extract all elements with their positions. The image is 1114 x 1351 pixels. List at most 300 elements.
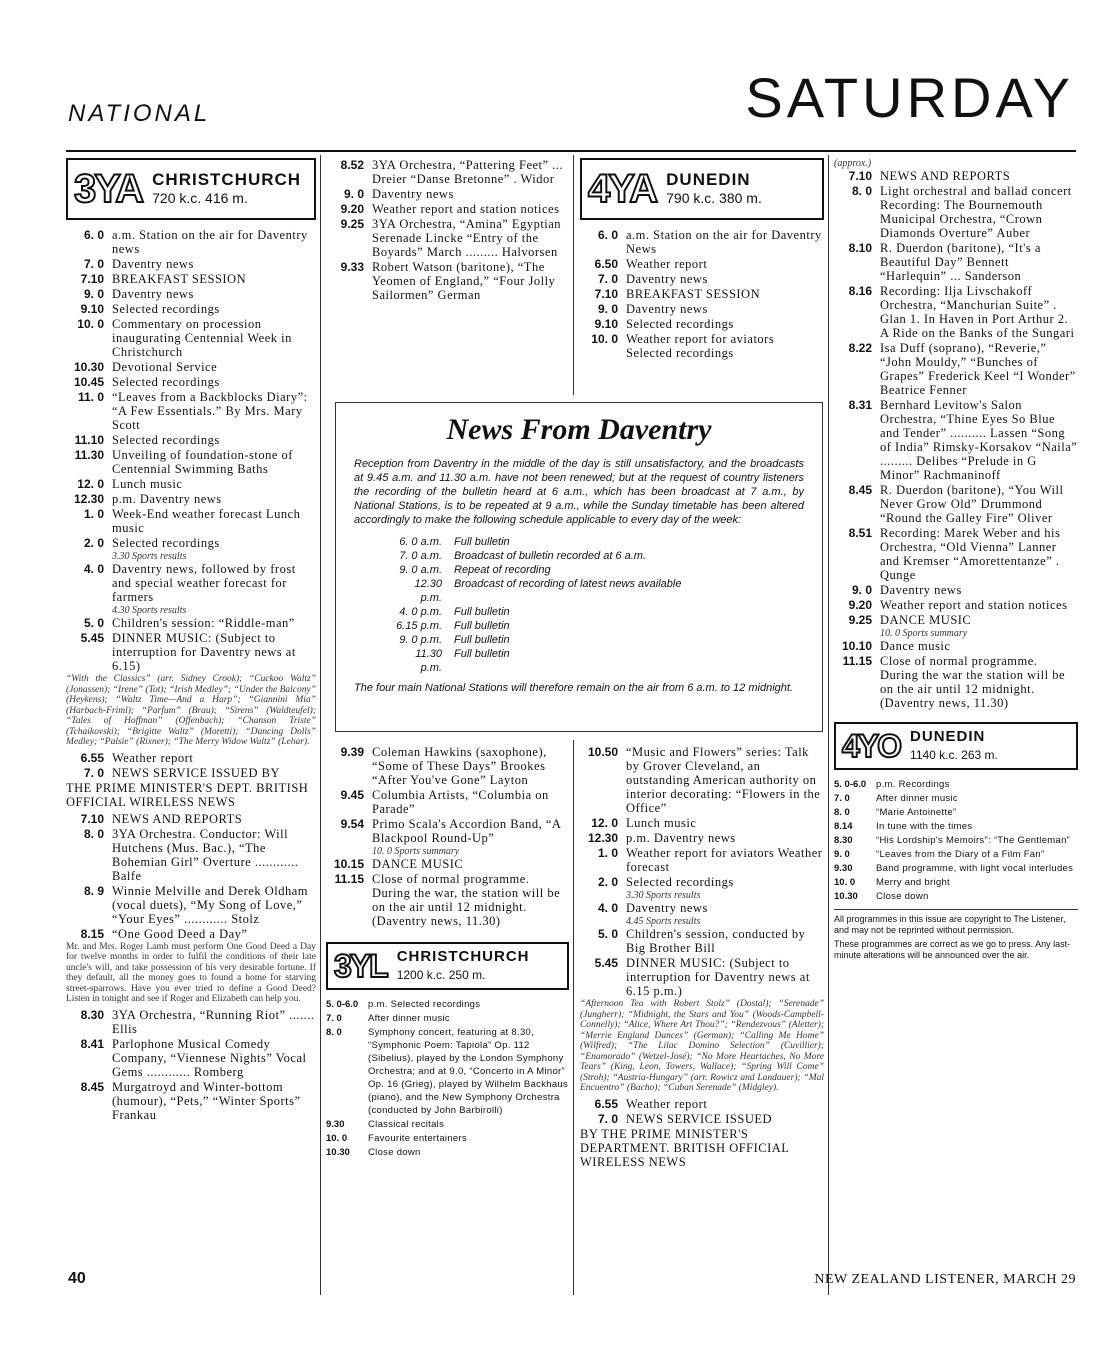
programme-entry — [580, 228, 824, 256]
schedule-time: 4. 0 p.m. — [399, 606, 442, 618]
schedule-row — [394, 619, 804, 633]
entry-time: 9.20 — [848, 598, 872, 612]
entry-time: 8. 0 — [326, 1027, 342, 1038]
station-city: CHRISTCHURCH — [396, 948, 530, 965]
entry-time: 12. 0 — [591, 816, 618, 830]
programme-entry — [326, 187, 569, 201]
schedule-row — [394, 577, 804, 605]
entry-description: Weather report for aviators Selected recordings — [626, 332, 775, 360]
programme-entry — [834, 526, 1078, 582]
entry-description: DINNER MUSIC: (Subject to interruption for Daventry news at 6.15) — [112, 631, 296, 673]
entry-description: NEWS SERVICE ISSUED — [626, 1111, 773, 1126]
programme-entry — [326, 998, 569, 1011]
entry-time: 8.10 — [848, 241, 872, 255]
programme-entry — [580, 317, 824, 331]
entry-time: 4. 0 — [83, 562, 104, 576]
entry-time: 8. 0 — [834, 807, 850, 818]
entry-time: 8.15 — [80, 926, 104, 941]
programme-entry — [66, 448, 316, 476]
programme-entry — [66, 631, 316, 673]
programme-entry — [580, 816, 824, 830]
programme-entry — [834, 184, 1078, 240]
entry-note: 10. 0 Sports summary — [372, 846, 460, 857]
station-city: DUNEDIN — [910, 728, 986, 745]
entry-description: Weather report and station notices — [372, 202, 560, 216]
entry-time: 7. 0 — [326, 1013, 342, 1024]
top-rule — [66, 150, 1076, 152]
station-logo: 4YO — [842, 728, 901, 764]
station-logo: 3YL — [334, 948, 387, 984]
entry-time: 5. 0 — [83, 616, 104, 630]
news-outro: The four main National Stations will therefore remain on the air from 6 a.m. to 12 midnight. — [354, 682, 793, 694]
entry-time: 1. 0 — [83, 507, 104, 521]
entry-description: Selected recordings — [112, 536, 220, 550]
entry-description: Selected recordings — [112, 302, 220, 316]
entry-description: p.m. Recordings — [876, 779, 950, 790]
programme-entry — [834, 654, 1078, 710]
programme-entry — [834, 806, 1078, 819]
programme-entry — [834, 598, 1078, 612]
entry-description: Parlophone Musical Comedy Company, “Viennese Nights” Vocal Gems ............ Romberg — [112, 1036, 307, 1079]
programme-entry — [580, 332, 824, 360]
programme-entry — [326, 260, 569, 302]
schedule-description: Full bulletin — [454, 536, 510, 548]
entry-description: Favourite entertainers — [368, 1133, 468, 1144]
entry-note: 4.30 Sports results — [112, 605, 187, 616]
entry-description: Selected recordings — [626, 875, 734, 889]
programme-entry — [326, 817, 569, 845]
programme-entry — [66, 477, 316, 491]
entry-description: Dance music — [880, 639, 951, 653]
schedule-description: Broadcast of bulletin recorded at 6 a.m. — [454, 550, 646, 562]
entry-description: Light orchestral and ballad concert Recording: The Bournemouth Municipal Orchestra, “Crown Diamonds Overture” Auber — [880, 184, 1072, 240]
schedule-time: 7. 0 a.m. — [399, 550, 442, 562]
programme-entry — [66, 1008, 316, 1036]
schedule-time: 6. 0 a.m. — [399, 536, 442, 548]
entry-description: Recording: Marek Weber and his Orchestra, “Old Vienna” Lanner and Kremser “Amorettentanze” . Qunge — [880, 526, 1061, 582]
news-service-text: THE PRIME MINISTER'S DEPT. BRITISH OFFICIAL WIRELESS NEWS — [66, 780, 309, 809]
entry-time: 6.55 — [80, 750, 104, 765]
programme-entry — [580, 272, 824, 286]
entry-description: p.m. Selected recordings — [368, 999, 481, 1010]
entry-note: 3.30 Sports results — [626, 890, 701, 901]
entry-time: 9. 0 — [83, 287, 104, 301]
programme-entry — [66, 287, 316, 301]
schedule-time: 9. 0 p.m. — [399, 634, 442, 646]
entry-time: 4. 0 — [597, 901, 618, 915]
entry-time: 7. 0 — [83, 257, 104, 271]
programme-entry — [66, 302, 316, 316]
entry-description: Children's session: “Riddle-man” — [112, 616, 295, 630]
programme-entry — [66, 562, 316, 604]
programme-entry — [326, 1118, 569, 1131]
programme-entry — [834, 398, 1078, 482]
entry-time: 5. 0-6.0 — [834, 779, 867, 790]
programme-entry — [834, 483, 1078, 525]
entry-time: 6. 0 — [597, 228, 618, 242]
programme-entry — [580, 302, 824, 316]
column-divider — [573, 740, 574, 1295]
entry-time: 8.22 — [848, 341, 872, 355]
programme-entry — [326, 872, 569, 928]
entry-description: Close of normal programme. During the war the station will be on the air until 12 midnight. (Daventry news, 11.30) — [880, 654, 1066, 710]
entry-description: After dinner music — [876, 793, 958, 804]
programme-entry — [834, 778, 1078, 791]
entry-time: 7.10 — [848, 169, 872, 183]
entry-time: 8.30 — [80, 1007, 104, 1022]
programme-entry — [834, 876, 1078, 889]
entry-time: 8.52 — [340, 158, 364, 172]
column-4ya — [580, 158, 824, 361]
entry-time: 8.14 — [834, 821, 853, 832]
dinner-music-list: “Afternoon Tea with Robert Stolz” (Dostal); “Serenade” (Jungherr); “Midnight, the Stars and You” (Woods-Campbell-Connelly); “Alice, Where Art Thou?”; “Rendezvous” (Aletter); “Merrie England Dances” (German); “Calling Me Home” (Wilfred); “The Lilac Domino Selection” (Cuvillier); “Enamorado” (Wetzel-José); “No More Heartaches, No More Tears” (King, Leon, Towers, Wallace); “Spring Will Come” (Stroh); “Austria-Hungary” (arr. Rowicz and Landauer); “Mal Encuentro” (Bacho); “Cuban Serenade” (Midgley). — [580, 999, 824, 1093]
entry-time: 11.30 — [74, 448, 104, 462]
entry-description: Daventry news — [112, 287, 194, 301]
station-city: DUNEDIN — [666, 170, 751, 189]
entry-time: 5.45 — [80, 631, 104, 645]
schedule-row — [394, 633, 804, 647]
entry-description: Selected recordings — [112, 375, 220, 389]
programme-entry — [580, 745, 824, 815]
entry-time: 2. 0 — [597, 875, 618, 889]
entry-description: BREAKFAST SESSION — [112, 272, 247, 286]
entry-time: 9.45 — [340, 788, 364, 802]
entry-time: 12. 0 — [77, 477, 104, 491]
schedule-time: 6.15 p.m. — [396, 620, 442, 632]
programme-entry — [326, 158, 569, 186]
programme-entry — [66, 433, 316, 447]
column-3ya — [66, 158, 316, 1123]
schedule-description: Repeat of recording — [454, 564, 551, 576]
page-header-national: NATIONAL — [68, 100, 211, 127]
programme-entry — [66, 228, 316, 256]
programme-entry — [580, 831, 824, 845]
programme-entry — [66, 812, 316, 826]
entry-time: 8. 0 — [851, 184, 872, 198]
programme-entry — [834, 820, 1078, 833]
programme-entry — [580, 257, 824, 271]
entry-description: “Music and Flowers” series: Talk by Grover Cleveland, an outstanding American authority on interior decorating: “Flowers in the Office” — [626, 745, 821, 815]
entry-time: 6.50 — [594, 257, 618, 271]
entry-description: Daventry news — [372, 187, 454, 201]
programme-entry — [834, 639, 1078, 653]
entry-description: Symphony concert, featuring at 8.30, “Symphonic Poem: Tapiola” Op. 112 (Sibelius), played by the London Symphony Orchestra; and at 9.0, “Concerto in A Minor” Op. 16 (Grieg), played by Wilhelm Backhaus (piano), and the New Symphony Orchestra (conducted by John Barbirolli) — [368, 1027, 569, 1116]
programme-entry — [66, 257, 316, 271]
entry-time: 8.31 — [848, 398, 872, 412]
page-header-day: SATURDAY — [745, 66, 1074, 129]
entry-time: 5.45 — [594, 956, 618, 970]
entry-description: a.m. Station on the air for Daventry News — [626, 228, 822, 256]
entry-description: Close down — [368, 1147, 421, 1158]
entry-description: “Marie Antoinette” — [876, 807, 957, 818]
entry-description: Unveiling of foundation-stone of Centennial Swimming Baths — [112, 448, 293, 476]
schedule-description: Full bulletin — [454, 620, 510, 632]
entry-description: Children's session, conducted by Big Brother Bill — [626, 927, 806, 955]
column-4ya-continued — [580, 745, 824, 1169]
entry-time: 10. 0 — [834, 877, 856, 888]
programme-entry — [580, 1097, 824, 1111]
entry-description: 3YA Orchestra, “Amina” Egyptian Serenade Lincke “Entry of the Boyards” March ......... Halvorsen — [372, 217, 562, 259]
station-frequency: 1200 k.c. 250 m. — [396, 968, 486, 982]
entry-time: 8.51 — [848, 526, 872, 540]
programme-entry — [66, 360, 316, 374]
entry-time: 8.45 — [848, 483, 872, 497]
entry-description: Murgatroyd and Winter-bottom (humour), “Pets,” “Winter Sports” Frankau — [112, 1079, 301, 1122]
dinner-music-list: “With the Classics” (arr. Sidney Crook); “Cuckoo Waltz” (Jonassen); “Irene” (Tot); “Irish Medley”; “Under the Balcony” (Heykens); “Waltz Time—And a Harp”; “Giannini Mia” (Harbach-Friml); “Parfum” (Brau); “Sirens” (Waldteufel); “Tales of Hoffman” (Offenbach); “Chanson Triste” (Tchaikovski); “Brigitte Waltz” (Moretti); “Dancing Dolls” Medley; “Palsie” (Rixner); “The Merry Widow Waltz” (Lehar). — [66, 674, 316, 747]
entry-description: “One Good Deed a Day” — [112, 926, 248, 941]
entry-description: Weather report — [626, 257, 708, 271]
entry-time: 9.20 — [340, 202, 364, 216]
programme-entry — [580, 287, 824, 301]
entry-note: 10. 0 Sports summary — [880, 628, 968, 639]
entry-description: Bernhard Levitow's Salon Orchestra, “Thine Eyes So Blue and Tender” .......... Lassen “Song of India” Rimsky-Korsakov “Naila” ......... Delibes “Prelude in G Minor” Rachmaninoff — [880, 398, 1078, 482]
entry-time: 9.39 — [340, 745, 364, 759]
entry-time: 8.30 — [834, 835, 853, 846]
deed-description: Mr. and Mrs. Roger Lamb must perform One Good Deed a Day for twelve months in order to fulfil the conditions of their late uncle's will, and take possession of his very desirable fortune. If they default, all the money goes to found a home for starving street-sparrows. Have you ever tried to define a Good Deed? Listen in tonight and see if Roger and Elizabeth can help you. — [66, 941, 316, 1004]
programme-entry — [834, 848, 1078, 861]
entry-time: 7.10 — [80, 272, 104, 286]
entry-description: “His Lordship's Memoirs”: “The Gentleman” — [876, 835, 1071, 846]
column-divider — [573, 155, 574, 395]
entry-time: 10. 0 — [591, 332, 618, 346]
station-4yo-box — [834, 722, 1078, 770]
entry-description: Isa Duff (soprano), “Reverie,” “John Mouldy,” “Bunches of Grapes” Frederick Keel “I Wonder” Beatrice Fenner — [880, 341, 1076, 397]
entry-time: 10.30 — [73, 360, 104, 374]
entry-qualifier: (approx.) — [834, 158, 872, 169]
station-3yl-box — [326, 942, 569, 990]
entry-description: Winnie Melville and Derek Oldham (vocal duets), “My Song of Love,” “Your Eyes” ............ Stolz — [112, 883, 308, 926]
entry-time: 10. 0 — [326, 1133, 348, 1144]
news-intro: Reception from Daventry in the middle of the day is still unsatisfactory, and the broadcasts at 9.45 a.m. and 11.30 a.m. have not been renewed; but at the request of country listeners the recording of the bulletin heard at 6 a.m., which has been broadcast at 7 a.m., by National Stations, is to be repeated at 9 a.m., while the Sunday timetable has been altered accordingly to make the following schedule applicable to every day of the week: — [354, 458, 804, 526]
entry-description: After dinner music — [368, 1013, 450, 1024]
entry-time: 9.30 — [326, 1119, 345, 1130]
entry-note: 4.45 Sports results — [626, 916, 701, 927]
programme-entry — [66, 1080, 316, 1122]
entry-description: R. Duerdon (baritone), “You Will Never Grow Old” Drummond “Round the Galley Fire” Oliver — [880, 483, 1064, 525]
entry-time: 8. 0 — [83, 826, 104, 841]
entry-description: NEWS AND REPORTS — [112, 811, 243, 826]
publication-footer: NEW ZEALAND LISTENER, MARCH 29 — [814, 1272, 1076, 1287]
schedule-description: Full bulletin — [454, 606, 510, 618]
entry-description: Weather report — [626, 1096, 708, 1111]
entry-description: Columbia Artists, “Columbia on Parade” — [372, 788, 549, 816]
entry-time: 9.25 — [340, 217, 364, 231]
schedule-description: Full bulletin — [454, 634, 510, 646]
station-frequency: 790 k.c. 380 m. — [666, 190, 762, 206]
schedule-description: Full bulletin — [454, 648, 510, 660]
station-logo: 4YA — [588, 167, 657, 211]
programme-entry — [834, 613, 1078, 627]
programme-entry — [834, 284, 1078, 340]
entry-description: R. Duerdon (baritone), “It's a Beautiful Day” Bennett “Harlequin” ... Sanderson — [880, 241, 1041, 283]
entry-time: 11.15 — [842, 654, 872, 668]
schedule-time: 12.30 p.m. — [414, 578, 442, 604]
programme-entry — [66, 766, 316, 780]
divider — [834, 909, 1078, 910]
programme-entry — [834, 241, 1078, 283]
entry-time: 10.15 — [333, 857, 364, 871]
entry-time: 1. 0 — [597, 846, 618, 860]
programme-entry — [326, 217, 569, 259]
entry-time: 10.10 — [841, 639, 872, 653]
entry-description: Week-End weather forecast Lunch music — [112, 507, 301, 535]
entry-description: Daventry news, followed by frost and special weather forecast for farmers — [112, 562, 296, 604]
schedule-time: 9. 0 a.m. — [399, 564, 442, 576]
entry-time: 9. 0 — [597, 302, 618, 316]
entry-description: Daventry news — [112, 257, 194, 271]
programme-entry — [580, 956, 824, 998]
programme-entry — [66, 536, 316, 550]
entry-time: 9.10 — [594, 317, 618, 331]
entry-description: Classical recitals — [368, 1119, 445, 1130]
programme-entry — [834, 792, 1078, 805]
entry-time: 6. 0 — [83, 228, 104, 242]
schedule-row — [394, 535, 804, 549]
entry-time: 10.30 — [326, 1147, 350, 1158]
programme-entry — [66, 375, 316, 389]
entry-description: NEWS SERVICE ISSUED BY — [112, 765, 280, 780]
programme-entry — [66, 751, 316, 765]
programme-entry — [66, 827, 316, 883]
schedule-time: 11.30 p.m. — [415, 648, 442, 674]
entry-description: “Leaves from a Backblocks Diary”: “A Few Essentials.” By Mrs. Mary Scott — [112, 390, 308, 432]
entry-time: 8.41 — [80, 1036, 104, 1051]
entry-time: 7. 0 — [83, 765, 104, 780]
entry-time: 10. 0 — [77, 317, 104, 331]
column-4ya-evening — [834, 158, 1078, 960]
station-frequency: 1140 k.c. 263 m. — [910, 748, 998, 762]
schedule-row — [394, 605, 804, 619]
entry-description: Selected recordings — [112, 433, 220, 447]
entry-description: a.m. Station on the air for Daventry news — [112, 228, 308, 256]
entry-description: Close down — [876, 891, 929, 902]
entry-time: 7.10 — [80, 811, 104, 826]
programme-entry — [834, 583, 1078, 597]
station-4ya-box — [580, 158, 824, 220]
entry-description: p.m. Daventry news — [626, 831, 736, 845]
programme-entry — [66, 1037, 316, 1079]
entry-time: 8. 9 — [83, 883, 104, 898]
entry-time: 9.54 — [340, 817, 364, 831]
entry-description: In tune with the times — [876, 821, 973, 832]
programme-entry — [580, 927, 824, 955]
entry-description: 3YA Orchestra, “Running Riot” ....... Ellis — [112, 1007, 315, 1036]
entry-time: 9.33 — [340, 260, 364, 274]
entry-description: Devotional Service — [112, 360, 218, 374]
entry-time: 7. 0 — [597, 272, 618, 286]
entry-description: Close of normal programme. During the war, the station will be on the air until 12 midnight. (Daventry news, 11.30) — [372, 872, 561, 928]
entry-time: 9.25 — [848, 613, 872, 627]
entry-description: Weather report and station notices — [880, 598, 1068, 612]
entry-description: 3YA Orchestra, “Pattering Feet” ... Dreier “Danse Bretonne” . Widor — [372, 158, 564, 186]
schedule-row — [394, 647, 804, 675]
entry-description: Commentary on procession inaugurating Centennial Week in Christchurch — [112, 317, 292, 359]
entry-time: 11.10 — [74, 433, 104, 447]
programme-entry — [66, 317, 316, 359]
schedule-row — [394, 549, 804, 563]
programme-entry — [66, 927, 316, 941]
programme-entry — [66, 492, 316, 506]
programme-entry — [66, 390, 316, 432]
programme-entry — [66, 884, 316, 926]
entry-description: Primo Scala's Accordion Band, “A Blackpool Round-Up” — [372, 817, 561, 845]
entry-description: Daventry news — [626, 302, 708, 316]
news-title: News From Daventry — [446, 413, 712, 446]
programme-entry — [834, 169, 1078, 183]
entry-description: Daventry news — [626, 901, 708, 915]
entry-time: 12.30 — [587, 831, 618, 845]
entry-time: 10.50 — [587, 745, 618, 759]
column-divider — [320, 155, 321, 1295]
entry-description: Weather report for aviators Weather forecast — [626, 846, 823, 874]
station-frequency: 720 k.c. 416 m. — [152, 190, 248, 206]
column-divider — [828, 155, 829, 1295]
programme-entry — [326, 1132, 569, 1145]
entry-time: 12.30 — [73, 492, 104, 506]
entry-time: 10.45 — [73, 375, 104, 389]
programme-entry — [834, 862, 1078, 875]
entry-time: 8.45 — [80, 1079, 104, 1094]
news-from-daventry-box — [335, 402, 823, 732]
entry-description: DANCE MUSIC — [372, 857, 464, 871]
entry-description: BREAKFAST SESSION — [626, 287, 761, 301]
entry-description: Coleman Hawkins (saxophone), “Some of These Days” Brookes “After You've Gone” Layton — [372, 745, 547, 787]
programme-entry — [326, 745, 569, 787]
programme-entry — [66, 616, 316, 630]
programme-entry — [66, 272, 316, 286]
programme-entry — [326, 857, 569, 871]
programme-entry — [326, 788, 569, 816]
entry-time: 6.55 — [594, 1096, 618, 1111]
news-service-text: BY THE PRIME MINISTER'S DEPARTMENT. BRITISH OFFICIAL WIRELESS NEWS — [580, 1126, 789, 1169]
entry-time: 7. 0 — [597, 1111, 618, 1126]
entry-time: 2. 0 — [83, 536, 104, 550]
programme-entry — [326, 1012, 569, 1025]
entry-description: NEWS AND REPORTS — [880, 169, 1011, 183]
programme-entry — [580, 846, 824, 874]
programme-entry — [834, 890, 1078, 903]
column-3ya-late — [326, 745, 569, 1160]
entry-description: “Leaves from the Diary of a Film Fan” — [876, 849, 1045, 860]
entry-description: Daventry news — [626, 272, 708, 286]
station-3ya-box — [66, 158, 316, 220]
press-notice: These programmes are correct as we go to press. Any last-minute alterations will be announced over the air. — [834, 939, 1071, 960]
programme-entry — [326, 202, 569, 216]
entry-time: 9. 0 — [834, 849, 850, 860]
column-3ya-continued — [326, 158, 569, 303]
entry-description: Lunch music — [112, 477, 183, 491]
entry-note: 3.30 Sports results — [112, 551, 187, 562]
programme-entry — [834, 341, 1078, 397]
entry-description: Robert Watson (baritone), “The Yeomen of England,” “Four Jolly Sailormen” German — [372, 260, 556, 302]
entry-time: 5. 0 — [597, 927, 618, 941]
entry-description: p.m. Daventry news — [112, 492, 222, 506]
schedule-row — [394, 563, 804, 577]
entry-time: 5. 0-6.0 — [326, 999, 359, 1010]
entry-description: Weather report — [112, 750, 194, 765]
entry-time: 11.15 — [334, 872, 364, 886]
entry-time: 9. 0 — [343, 187, 364, 201]
programme-entry — [580, 901, 824, 915]
programme-entry — [326, 1026, 569, 1117]
entry-time: 9.10 — [80, 302, 104, 316]
programme-entry — [326, 1146, 569, 1159]
entry-description: Band programme, with light vocal interludes — [876, 863, 1074, 874]
entry-description: DANCE MUSIC — [880, 613, 972, 627]
entry-time: 7. 0 — [834, 793, 850, 804]
programme-entry — [580, 875, 824, 889]
programme-entry — [834, 834, 1078, 847]
